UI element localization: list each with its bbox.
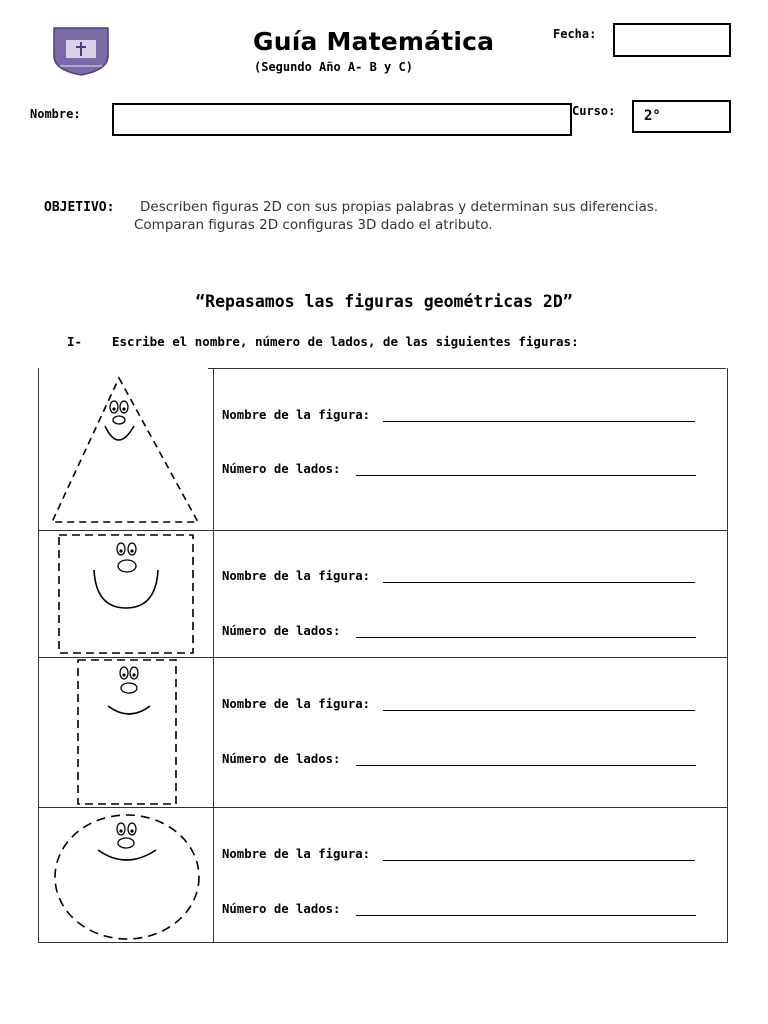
figure-name-answer-line[interactable] xyxy=(383,582,695,583)
name-label: Nombre: xyxy=(30,107,81,121)
sides-count-label: Número de lados: xyxy=(222,752,341,766)
school-logo xyxy=(52,26,110,76)
name-field[interactable] xyxy=(112,103,572,136)
figure-name-label: Nombre de la figura: xyxy=(222,697,371,711)
figure-name-answer-line[interactable] xyxy=(383,860,695,861)
date-label: Fecha: xyxy=(553,27,597,41)
figure-name-label: Nombre de la figura: xyxy=(222,847,371,861)
table-top-border xyxy=(208,368,726,369)
worksheet-subtitle: (Segundo Año A- B y C) xyxy=(254,60,413,74)
circle-face-figure xyxy=(52,812,202,942)
sides-count-label: Número de lados: xyxy=(222,902,341,916)
figure-name-label: Nombre de la figura: xyxy=(222,569,371,583)
exercise-number: I- xyxy=(67,334,83,349)
figure-name-label: Nombre de la figura: xyxy=(222,408,371,422)
course-value: 2° xyxy=(644,108,661,124)
triangle-face-figure xyxy=(48,374,202,526)
worksheet-title: Guía Matemática xyxy=(253,27,495,56)
sides-count-answer-line[interactable] xyxy=(356,915,696,916)
sides-count-label: Número de lados: xyxy=(222,624,341,638)
table-column-divider xyxy=(213,369,214,943)
sides-count-answer-line[interactable] xyxy=(356,637,696,638)
rectangle-face-figure xyxy=(74,658,180,806)
sides-count-answer-line[interactable] xyxy=(356,765,696,766)
sides-count-label: Número de lados: xyxy=(222,462,341,476)
figure-name-answer-line[interactable] xyxy=(383,710,695,711)
row-divider xyxy=(38,807,727,808)
square-face-figure xyxy=(56,532,196,656)
figure-name-answer-line[interactable] xyxy=(383,421,695,422)
sides-count-answer-line[interactable] xyxy=(356,475,696,476)
objective-line-2: Comparan figuras 2D configuras 3D dado el atributo. xyxy=(134,217,493,233)
date-field[interactable] xyxy=(613,23,731,57)
course-label: Curso: xyxy=(572,104,616,118)
objective-label: OBJETIVO: xyxy=(44,200,115,215)
exercise-instruction: Escribe el nombre, número de lados, de las siguientes figuras: xyxy=(112,334,579,349)
section-title: “Repasamos las figuras geométricas 2D” xyxy=(195,292,573,311)
row-divider xyxy=(38,530,727,531)
objective-line-1: Describen figuras 2D con sus propias palabras y determinan sus diferencias. xyxy=(140,199,659,215)
course-field[interactable] xyxy=(632,100,731,133)
